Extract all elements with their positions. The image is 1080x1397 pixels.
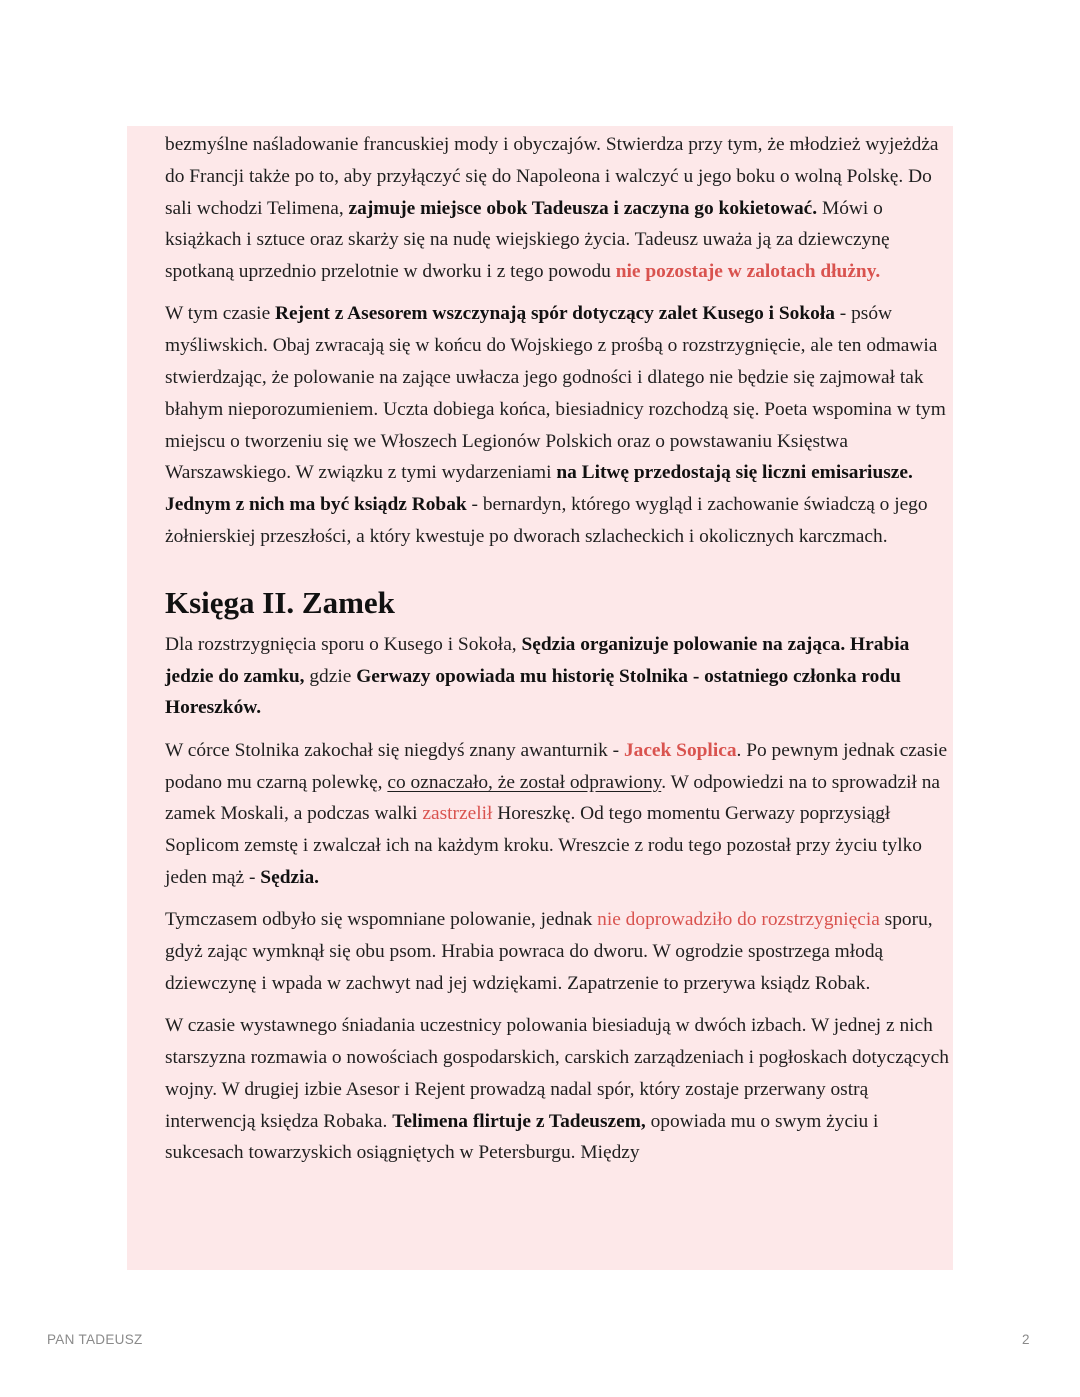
bold-text: Sędzia. [260, 866, 320, 888]
bold-text: Rejent z Asesorem wszczynają spór dotyczący zalet Kusego i Sokoła [275, 303, 835, 325]
bold-text: na Litwę przedostają się liczni emisariusze. Jednym z nich ma być ksiądz Robak [165, 462, 913, 516]
highlight-text: nie pozostaje w zalotach dłużny. [615, 261, 881, 283]
highlight-name: Jacek Soplica [623, 739, 737, 761]
text: - psów myśliwskich. Obaj zwracają się w końcu do Wojskiego z prośbą o rozstrzygnięcie, ale ten odmawia stwierdzając, że polowanie na zające uwłacza jego godności i dlatego nie będzie się zajmował tak błahym nieporozumieniem. Uczta dobiega końca, biesiadnicy rozchodzą się. Poeta wspomina w tym miejscu o tworzeniu się we Włoszech Legionów Polskich oraz o powstawaniu Księstwa Warszawskiego. W związku z tymi wydarzeniami [165, 303, 946, 484]
bold-text: Telimena flirtuje z Tadeuszem, [392, 1110, 646, 1132]
bold-text: Gerwazy opowiada mu historię Stolnika - ostatniego członka rodu Horeszków. [165, 665, 901, 719]
paragraph-6 [165, 1010, 955, 1169]
text: gdzie [304, 665, 357, 687]
paragraph-5 [165, 904, 955, 999]
text: W córce Stolnika zakochał się niegdyś znany awanturnik - [165, 739, 624, 761]
text: Mówi o książkach i sztuce oraz skarży się na nudę wiejskiego życia. Tadeusz uważa ją za dziewczynę spotkaną uprzednio przelotnie w dworku i z tego powodu [165, 197, 890, 283]
text: Dla rozstrzygnięcia sporu o Kusego i Sokoła, [165, 633, 522, 655]
paragraph-2 [165, 298, 955, 552]
text: . W odpowiedzi na to sprowadził na zamek Moskali, a podczas walki [165, 771, 941, 825]
paragraph-3 [165, 629, 955, 724]
text: . Po pewnym jednak czasie podano mu czarną polewkę, [165, 739, 948, 793]
text: sporu, gdyż zając wymknął się obu psom. Hrabia powraca do dworu. W ogrodzie spostrzega młodą dziewczynę i wpada w zachwyt nad jej wdziękami. Zapatrzenie to przerywa ksiądz Robak. [165, 909, 933, 994]
text: W czasie wystawnego śniadania uczestnicy polowania biesiadują w dwóch izbach. W jednej z nich starszyzna rozmawia o nowościach gospodarskich, carskich zarządzeniach i pogłoskach dotyczących wojny. W drugiej izbie Asesor i Rejent prowadzą nadal spór, który zostaje przerwany ostrą interwencją księdza Robaka. [165, 1015, 949, 1132]
paragraph-1 [165, 129, 955, 288]
bold-text: Sędzia organizuje polowanie na zająca. Hrabia jedzie do zamku, [165, 633, 910, 687]
highlight-text: zastrzelił [422, 803, 493, 825]
highlight-text: nie doprowadziło do rozstrzygnięcia [597, 909, 880, 931]
section-heading: Księga II. Zamek [165, 584, 395, 620]
page-number: 2 [1022, 1332, 1030, 1347]
text: opowiada mu o swym życiu i sukcesach towarzyskich osiągniętych w Petersburgu. Między [165, 1110, 879, 1164]
bold-text: zajmuje miejsce obok Tadeusza i zaczyna go kokietować. [348, 197, 818, 219]
text: Horeszkę. Od tego momentu Gerwazy poprzysiągł Soplicom zemstę i zwalczał ich na każdym kroku. Wreszcie z rodu tego pozostał przy życiu tylko jeden mąż - [165, 803, 922, 888]
text: Tymczasem odbyło się wspomniane polowanie, jednak [165, 909, 598, 931]
text: W tym czasie [165, 303, 276, 325]
document-body [165, 129, 955, 1180]
underlined-text: co oznaczało, że został odprawiony [387, 771, 662, 793]
text: - bernardyn, którego wygląd i zachowanie świadczą o jego żołnierskiej przeszłości, a który kwestuje po dworach szlacheckich i okolicznych karczmach. [165, 494, 928, 548]
text: bezmyślne naśladowanie francuskiej mody i obyczajów. Stwierdza przy tym, że młodzież wyjeżdża do Francji także po to, aby przyłączyć się do Napoleona i walczyć u jego boku o wolną Polskę. Do sali wchodzi Telimena, [165, 134, 939, 219]
paragraph-4 [165, 735, 955, 894]
footer-title: PAN TADEUSZ [47, 1332, 143, 1347]
